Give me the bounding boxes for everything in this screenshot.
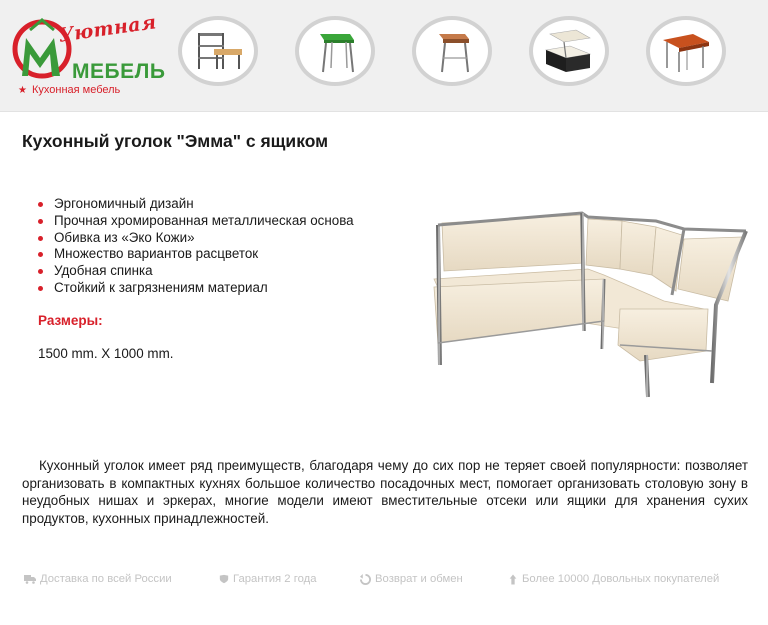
feature-item: Стойкий к загрязнениям материал [38, 280, 354, 297]
category-lift-table[interactable] [529, 16, 609, 86]
feature-item: Множество вариантов расцветок [38, 246, 354, 263]
bullet-dot-icon [38, 252, 43, 257]
logo-tagline: ★ Кухонная мебель [18, 84, 121, 96]
benefit-customers: Более 10000 Довольных покупателей [508, 573, 719, 585]
benefits-bar [0, 566, 768, 596]
bullet-dot-icon [38, 236, 43, 241]
feature-list [38, 196, 354, 297]
wooden-stool-icon [427, 26, 477, 76]
return-icon [360, 574, 371, 585]
green-stool-icon [310, 26, 360, 76]
feature-item: Прочная хромированная металлическая основа [38, 213, 354, 230]
sizes-value: 1500 mm. X 1000 mm. [38, 346, 174, 361]
lift-top-table-icon [540, 26, 598, 76]
feature-item: Удобная спинка [38, 263, 354, 280]
sizes-label: Размеры: [38, 313, 103, 328]
bullet-dot-icon [38, 269, 43, 274]
benefit-delivery: Доставка по всей России [24, 573, 172, 585]
bullet-dot-icon [38, 286, 43, 291]
logo-word: МЕБЕЛЬ [72, 60, 166, 83]
shoe-rack-icon [190, 27, 246, 75]
category-folding-table[interactable] [646, 16, 726, 86]
feature-item: Эргономичный дизайн [38, 196, 354, 213]
category-nav [178, 16, 758, 88]
bullet-dot-icon [38, 219, 43, 224]
product-description: Кухонный уголок имеет ряд преимуществ, благодаря чему до сих пор не теряет своей популярности: позволяет организовать в компактных кухнях большое количество посадочных мест, помогает организовать столовую зону в неудобных нишах и эркерах, многие модели имеют вместительные отсеки или ящики для хранения сухих продуктов, кухонных принадлежностей. [22, 458, 748, 526]
bullet-dot-icon [38, 202, 43, 207]
thumbs-up-icon [508, 574, 518, 585]
benefit-warranty: Гарантия 2 года [219, 573, 317, 585]
site-header [0, 0, 768, 112]
category-green-stool[interactable] [295, 16, 375, 86]
benefit-return: Возврат и обмен [360, 573, 463, 585]
shield-icon [219, 574, 229, 584]
page-title: Кухонный уголок "Эмма" с ящиком [22, 131, 329, 151]
folding-table-icon [657, 26, 715, 76]
star-icon: ★ [18, 85, 27, 96]
product-image [428, 205, 748, 400]
category-shoe-rack[interactable] [178, 16, 258, 86]
truck-icon [24, 574, 36, 584]
category-wooden-stool[interactable] [412, 16, 492, 86]
logo-script-text: Уютная [56, 11, 158, 47]
feature-item: Обивка из «Эко Кожи» [38, 230, 354, 247]
site-logo[interactable] [12, 11, 166, 98]
